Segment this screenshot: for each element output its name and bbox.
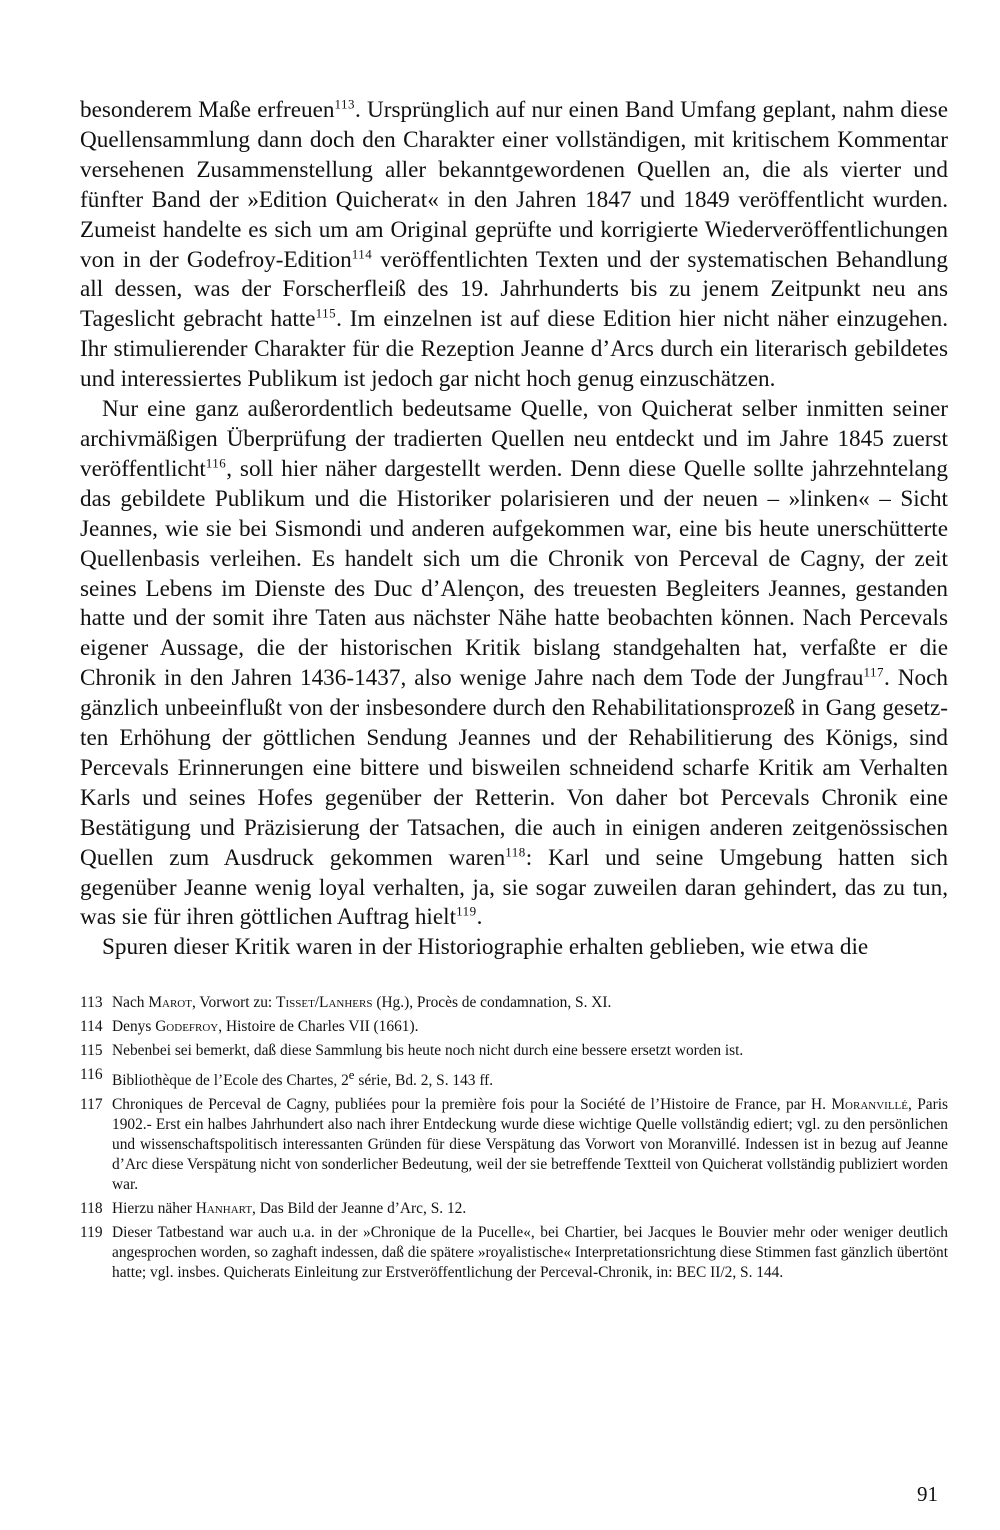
footnote — [80, 1095, 948, 1195]
footnote-reference: 118 — [505, 843, 526, 859]
text-run: besonderem Maße erfreuen — [80, 97, 335, 123]
footnote-reference: 117 — [863, 664, 884, 680]
text-run: , soll hier näher dargestellt werden. Denn diese Quelle sollte jahrzehntelang das gebildete Publikum und die Historiker polarisieren und der neuen – »linken« – Sicht Jeannes, wie sie bei Sismondi und anderen aufgekommen war, eine bis heute unerschütterte Quellenbasis verleihen. Es handelt sich um die Chronik von Perceval de Cagny, der zeit seines Lebens im Dienste des Duc d’Alençon, des treuesten Begleiters Jeannes, gestanden hatte und der somit ihre Taten aus nächster Nähe hatte beobachten können. Nach Percevals eigener Aussage, die der historischen Kritik bislang standgehalten hat, verfaßte er die Chronik in den Jahren 1436-1437, also wenige Jahre nach dem Tode der Jungfrau — [80, 455, 948, 692]
text-run: : Karl und seine Umgebung hatten sich gegenüber Jeanne wenig loyal verhalten, ja, sie sogar zuweilen daran gehindert, das zu tun, was sie für ihren göttlichen Auftrag hielt — [80, 844, 948, 931]
author-name: Godefroy — [155, 1018, 219, 1036]
footnote — [80, 1017, 948, 1037]
footnote-number: 114 — [80, 1018, 103, 1036]
footnote-number: 115 — [80, 1042, 103, 1060]
body-paragraph — [80, 933, 948, 963]
text-run: Nach — [112, 994, 149, 1012]
footnote-number: 117 — [80, 1096, 103, 1114]
text-run: , Paris 1902.- Erst ein halbes Jahrhundert also nach ihrer Entdeckung wurde diese wichtige Quelle vollständig ediert; vgl. zu den persönlichen und wissenschaftspolitisch interessanten Gründen für diese Verspätung das Vorwort von Moranvillé. Indessen ist in bezug auf Jeanne d’Arc diese Verspätung nicht von sonderlicher Bedeutung, weil der sie betreffende Textteil von Quicherat vollständig publiziert worden war. — [112, 1096, 948, 1194]
text-run: Nur eine ganz außerordentlich bedeutsame Quelle, von Quicherat selber inmitten seiner archivmäßigen Überprüfung der tradierten Quellen neu entdeckt und im Jahre 1845 zuerst veröffentlicht — [80, 396, 948, 482]
body-paragraph — [80, 96, 948, 395]
footnote-reference: 113 — [334, 96, 356, 112]
footnote-text — [112, 1199, 948, 1219]
footnote-text — [112, 993, 948, 1013]
footnotes — [80, 993, 948, 1283]
footnote-reference: 115 — [315, 305, 337, 321]
text-run: Chroniques de Perceval de Cagny, publiées pour la première fois pour la Société de l’Histoire de France, par H. — [112, 1096, 832, 1114]
text-run: . — [476, 904, 483, 931]
footnote — [80, 1199, 948, 1219]
page-number: 91 — [917, 1482, 938, 1506]
text-run: Nebenbei sei bemerkt, daß diese Sammlung bis heute noch nicht durch eine bessere ersetzt worden ist. — [112, 1042, 744, 1060]
text-run: Denys — [112, 1018, 156, 1036]
text-run: , Vorwort zu: — [191, 994, 277, 1012]
text-run: Bibliothèque de l’Ecole des Chartes, 2 — [112, 1072, 349, 1090]
text-run: Spuren dieser Kritik waren in der Historiographie erhalten geblieben, wie etwa die — [102, 934, 869, 961]
superscript: e — [348, 1068, 355, 1083]
footnote — [80, 1223, 948, 1283]
text-run: (Hg.), Procès de condamnation, S. XI. — [372, 994, 612, 1012]
author-name: Hanhart — [195, 1200, 253, 1218]
body-paragraph — [80, 395, 948, 933]
author-name: Moranvillé — [831, 1096, 908, 1114]
text-run: Dieser Tatbestand war auch u.a. in der »Chronique de la Pucelle«, bei Chartier, bei Jacques le Bouvier mehr oder weniger deutlich angesprochen worden, so zaghaft indessen, daß die spätere »royalistische« Interpretationsrichtung diese Stimmen fast gänzlich übertönt hatte; vgl. insbes. Quicherats Einleitung zur Erstveröffentlichung der Perceval-Chronik, in: BEC II/2, S. 144. — [112, 1224, 948, 1282]
author-name: Tisset/Lanhers — [276, 994, 373, 1012]
footnote-reference: 119 — [456, 903, 477, 919]
footnote-text — [112, 1223, 948, 1283]
main-text — [80, 96, 948, 963]
text-run: , Histoire de Charles VII (1661). — [218, 1018, 419, 1036]
footnote — [80, 1065, 948, 1091]
footnote — [80, 993, 948, 1013]
text-run: . Noch gänzlich unbeeinflußt von der insbesondere durch den Rehabilitationsprozeß in Gang gesetzten Erhöhung der göttlichen Sendung Jeannes und der Rehabilitierung des Königs, sind Percevals Erinnerungen eine bittere und bisweilen schneidend scharfe Kritik am Verhalten Karls und seines Hofes gegenüber der Retterin. Von daher bot Percevals Chronik eine Bestätigung und Präzisierung der Tatsachen, die auch in einigen anderen zeitgenössischen Quellen zum Ausdruck gekommen waren — [80, 665, 948, 871]
footnote-text — [112, 1017, 948, 1037]
footnote-reference: 114 — [351, 245, 373, 261]
footnote-number: 118 — [80, 1200, 103, 1218]
footnote — [80, 1041, 948, 1061]
footnote-reference: 116 — [205, 455, 227, 471]
text-run: . Im einzelnen ist auf diese Edition hier nicht näher einzugehen. Ihr stimulierender Charakter für die Rezeption Jeanne d’Arcs durch ein literarisch gebildetes und interessiertes Publikum ist jedoch gar nicht hoch genug einzuschätzen. — [80, 306, 948, 393]
footnote-text — [112, 1095, 948, 1195]
footnote-number: 113 — [80, 994, 103, 1012]
footnote-number: 116 — [80, 1066, 103, 1084]
footnote-text — [112, 1041, 948, 1061]
text-run: . Ursprünglich auf nur einen Band Umfang geplant, nahm diese Quellensammlung dann doch den Charakter einer vollständigen, mit kritischem Kommentar versehenen Zusammenstellung aller bekanntgewordenen Quellen an, die als vierter und fünfter Band der »Edition Quicherat« in den Jahren 1847 und 1849 veröffentlicht wurden. Zumeist handelte es sich um am Original geprüfte und korrigierte Wiederveröffentlichungen von in der Godefroy-Edition — [80, 97, 949, 273]
page-content — [80, 96, 948, 1287]
text-run: Hierzu näher — [112, 1200, 196, 1218]
footnote-text — [112, 1065, 948, 1091]
text-run: série, Bd. 2, S. 143 ff. — [354, 1072, 494, 1090]
footnote-number: 119 — [80, 1224, 103, 1242]
text-run: veröffentlichten Texten und der systematischen Behandlung all dessen, was der Forscherfleiß des 19. Jahrhunderts bis zu jenem Zeitpunkt neu ans Tageslicht gebracht hatte — [80, 246, 948, 333]
author-name: Marot — [148, 994, 192, 1012]
text-run: , Das Bild der Jeanne d’Arc, S. 12. — [252, 1200, 467, 1218]
